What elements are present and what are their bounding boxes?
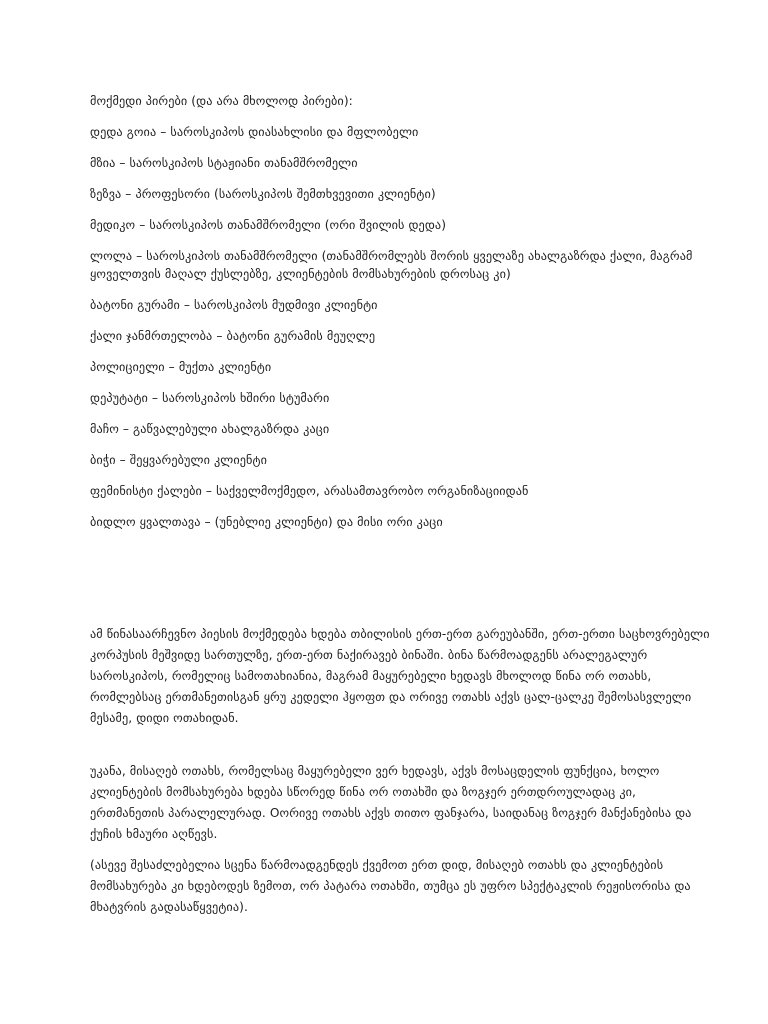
- character-entry: დედა გოია – საროსკიპოს დიასახლისი და მფლობელი: [90, 125, 419, 139]
- character-entry: მედიკო – საროსკიპოს თანამშრომელი (ორი შვილის დედა): [90, 218, 447, 232]
- character-entry: ბატონი გურამი – საროსკიპოს მუდმივი კლიენტი: [90, 298, 378, 312]
- rooms-paragraph: უკანა, მისაღებ ოთახს, რომელსაც მაყურებელი ვერ ხედავს, აქვს მოსაცდელის ფუნქცია, ხოლო კლიენტების მომსახურება ხდება სწორედ წინა ორ ოთახში და ზოგჯერ ერთდროულადაც კი, ერთმანეთის პარალელურად. Oორივე ოთახს აქვს თითო ფანჯარა, საიდანაც ზოგჯერ მანქანებისა და ქუჩის ხმაური აღწევს.: [90, 764, 692, 841]
- character-entry: ზეზვა – პროფესორი (საროსკიპოს შემთხვევითი კლიენტი): [90, 187, 436, 201]
- character-entry: ლოლა – საროსკიპოს თანამშრომელი (თანამშრომლებს შორის ყველაზე ახალგაზრდა ქალი, მაგრამ ყოველთვის მაღალ ქუსლებზე, კლიენტების მომსახურების დროსაც კი): [90, 249, 693, 281]
- character-entry: პოლიციელი – მუქთა კლიენტი: [90, 360, 272, 374]
- character-list-heading: მოქმედი პირები (და არა მხოლოდ პირები):: [90, 94, 353, 108]
- character-entry: ფემინისტი ქალები – საქველმოქმედო, არასამთავრობო ორგანიზაციიდან: [90, 484, 529, 498]
- setting-paragraph: ამ წინასაარჩევნო პიესის მოქმედება ხდება თბილისის ერთ-ერთ გარეუბანში, ერთ-ერთი საცხოვრებელი კორპუსის მეშვიდე სართულზე, ერთ-ერთ ნაქირავებ ბინაში. ბინა წარმოადგენს არალეგალურ საროსკიპოს, რომელიც სამოთახიანია, მაგრამ მაყურებელი ხედავს მხოლოდ წინა ორ ოთახს, რომლებსაც ერთმანეთისგან ყრუ კედელი ჰყოფთ და ორივე ოთახს აქვს ცალ-ცალკე შემოსასვლელი მესამე, დიდი ოთახიდან.: [90, 627, 710, 725]
- character-entry: ქალი ჯანმრთელობა – ბატონი გურამის მეუღლე: [90, 329, 376, 343]
- staging-note-paragraph: (ასევე შესაძლებელია სცენა წარმოადგენდეს ქვემოთ ერთ დიდ, მისაღებ ოთახს და კლიენტების მომსახურება კი ხდებოდეს ზემოთ, ორ პატარა ოთახში, თუმცა ეს უფრო სპექტაკლის რეჟისორისა და მხატვრის გადასაწყვეტია).: [90, 858, 691, 914]
- character-entry: მაჩო – გაწვალებული ახალგაზრდა კაცი: [90, 422, 330, 436]
- character-entry: ბიჭი – შეყვარებული კლიენტი: [90, 453, 268, 467]
- character-list: [90, 92, 710, 531]
- character-entry: დეპუტატი – საროსკიპოს ხშირი სტუმარი: [90, 391, 330, 405]
- character-entry: ბიდლო ყვალთავა – (უნებლიე კლიენტი) და მისი ორი კაცი: [90, 515, 443, 529]
- character-entry: მზია – საროსკიპოს სტაჟიანი თანამშრომელი: [90, 156, 358, 170]
- document-page: [90, 92, 710, 928]
- section-spacer: [90, 544, 710, 624]
